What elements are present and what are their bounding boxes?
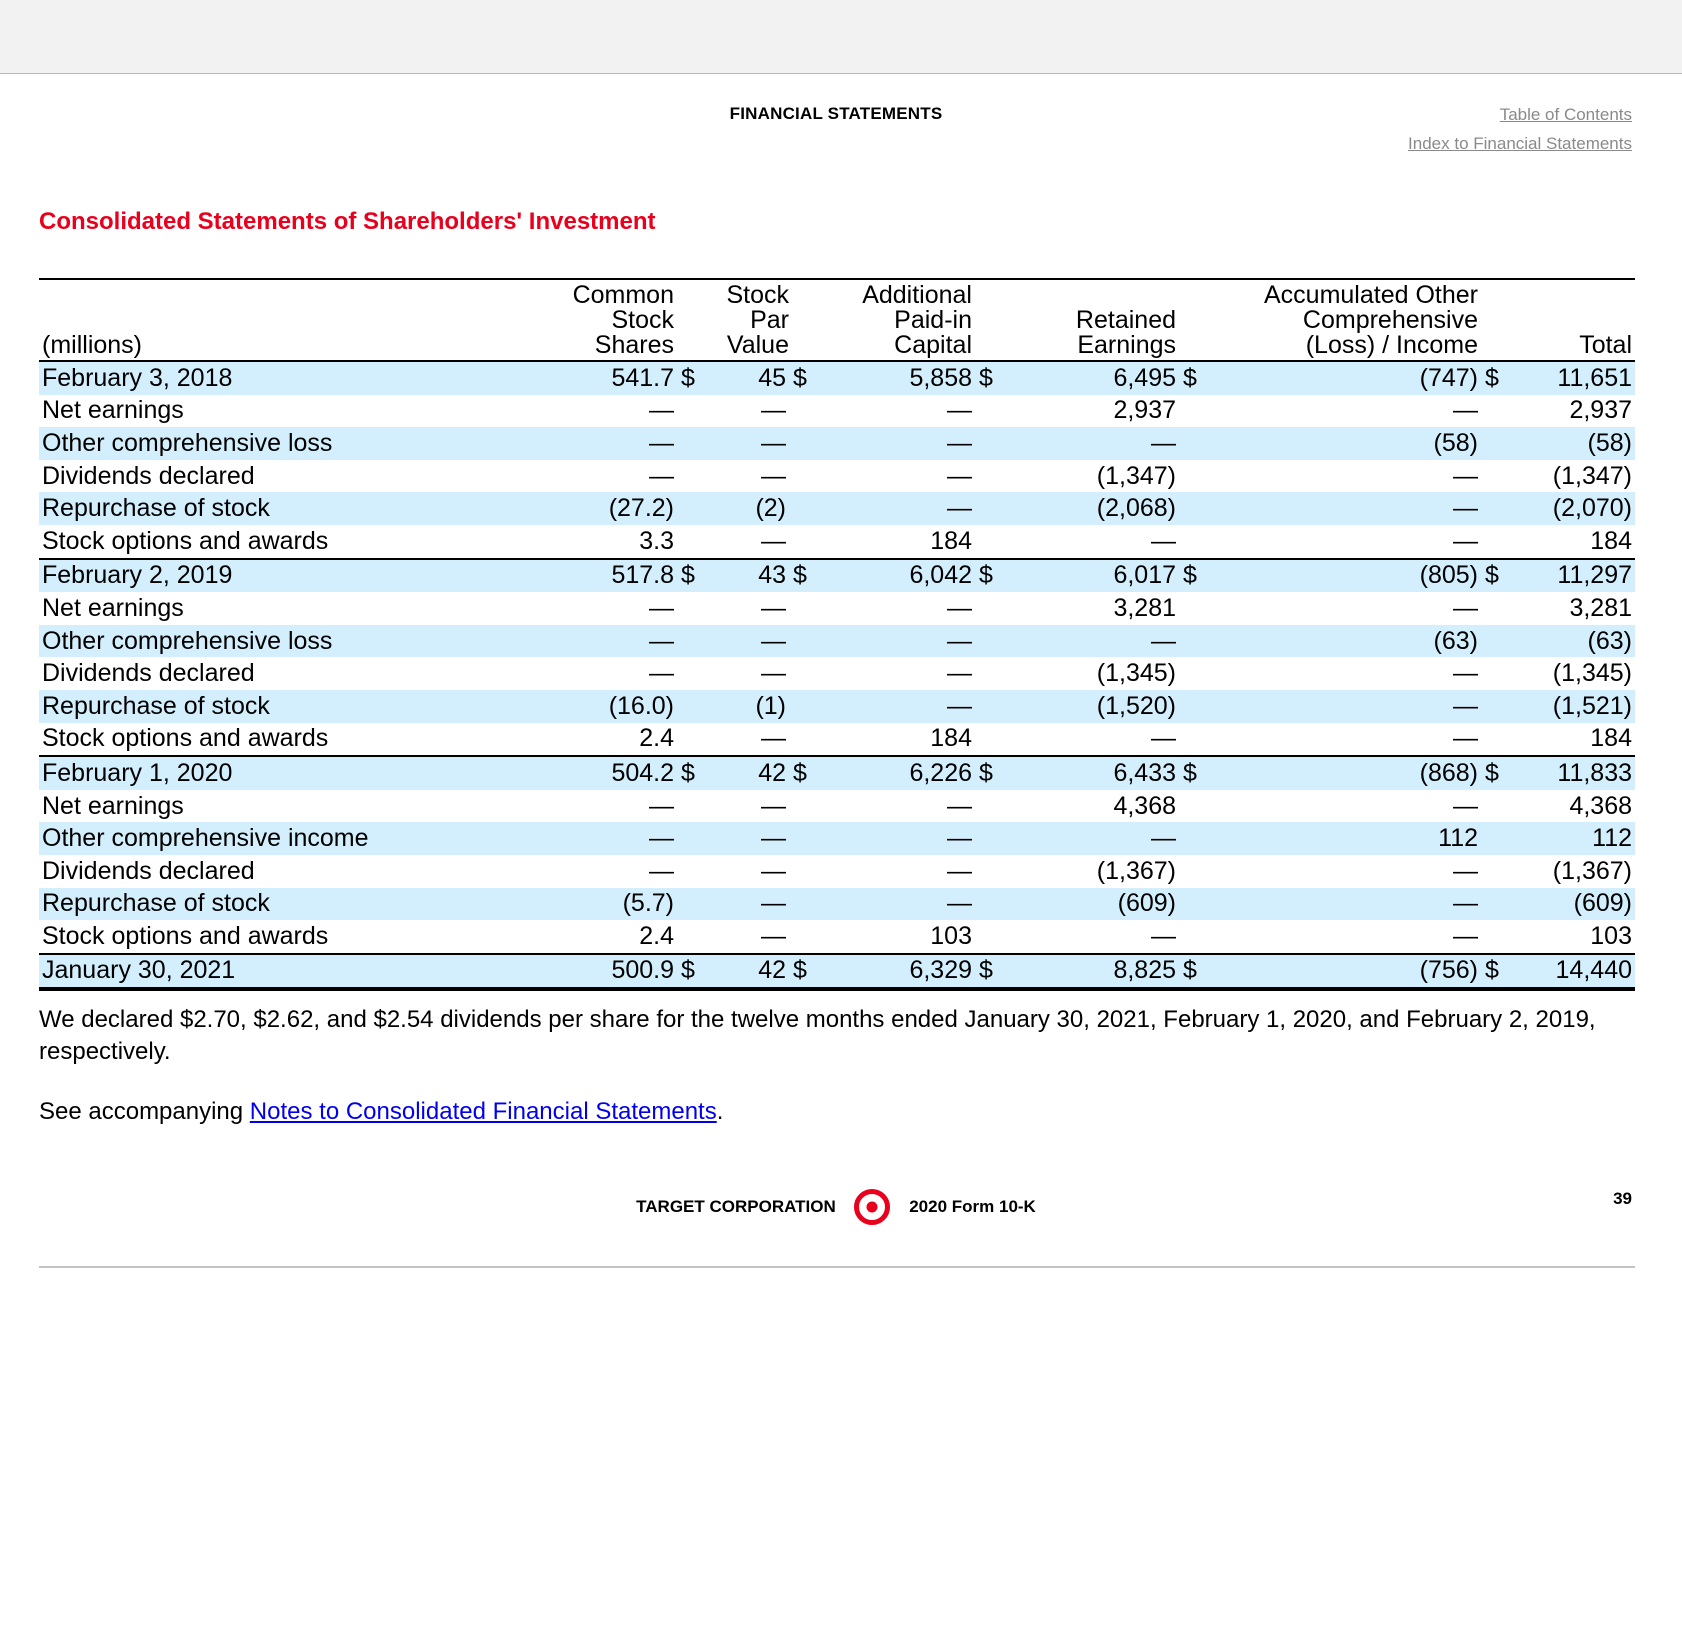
table-cell: — bbox=[1453, 856, 1478, 885]
currency-symbol bbox=[1481, 592, 1517, 625]
dividends-note: We declared $2.70, $2.62, and $2.54 dividends per share for the twelve months ended January 30, 2021, February 1, 2020, and February 2, 2019, respectively. bbox=[39, 1006, 1596, 1065]
table-cell: 2,937 bbox=[1113, 396, 1176, 425]
currency-symbol bbox=[789, 492, 825, 525]
currency-symbol bbox=[1179, 790, 1215, 823]
currency-symbol: $ bbox=[1179, 954, 1215, 990]
currency-symbol: $ bbox=[1179, 756, 1215, 790]
table-cell: — bbox=[825, 492, 975, 525]
currency-symbol bbox=[975, 822, 1011, 855]
table-cell: 6,042 bbox=[825, 559, 975, 593]
table-cell: — bbox=[1453, 396, 1478, 425]
currency-symbol bbox=[1179, 492, 1215, 525]
row-label: Dividends declared bbox=[42, 461, 255, 490]
currency-symbol bbox=[677, 395, 717, 428]
table-cell: (1,367) bbox=[1552, 856, 1632, 885]
table-cell: (1,367) bbox=[1096, 856, 1176, 885]
currency-symbol bbox=[1481, 525, 1517, 559]
table-row bbox=[39, 525, 1635, 559]
table-cell: — bbox=[761, 461, 786, 490]
currency-symbol bbox=[789, 525, 825, 559]
currency-symbol bbox=[975, 790, 1011, 823]
notes-to-financial-statements-link[interactable]: Notes to Consolidated Financial Statements bbox=[249, 1098, 717, 1125]
currency-symbol bbox=[1179, 888, 1215, 921]
currency-symbol bbox=[975, 920, 1011, 954]
table-cell: — bbox=[1151, 921, 1176, 950]
table-row bbox=[39, 822, 1635, 855]
table-row bbox=[39, 855, 1635, 888]
table-cell: (1,521) bbox=[1517, 690, 1635, 723]
currency-symbol bbox=[975, 723, 1011, 757]
table-cell: 3,281 bbox=[1113, 593, 1176, 622]
currency-symbol: $ bbox=[789, 756, 825, 790]
currency-symbol bbox=[1481, 920, 1517, 954]
currency-symbol bbox=[789, 822, 825, 855]
table-cell: — bbox=[1011, 625, 1179, 658]
currency-symbol: $ bbox=[975, 756, 1011, 790]
currency-symbol bbox=[1481, 657, 1517, 690]
row-label: Dividends declared bbox=[42, 856, 255, 885]
row-label: Repurchase of stock bbox=[39, 690, 559, 723]
table-row bbox=[39, 460, 1635, 493]
table-cell: — bbox=[1215, 690, 1481, 723]
table-cell: — bbox=[761, 593, 786, 622]
currency-symbol bbox=[1179, 460, 1215, 493]
table-cell: 3,281 bbox=[1569, 593, 1632, 622]
table-cell: — bbox=[717, 625, 789, 658]
table-cell: 43 bbox=[717, 559, 789, 593]
currency-symbol: $ bbox=[789, 361, 825, 395]
table-body bbox=[39, 361, 1635, 989]
currency-symbol bbox=[975, 625, 1011, 658]
table-cell: — bbox=[649, 659, 674, 688]
currency-symbol bbox=[1179, 690, 1215, 723]
currency-symbol: $ bbox=[789, 954, 825, 990]
currency-symbol bbox=[789, 723, 825, 757]
table-cell: — bbox=[947, 593, 972, 622]
table-cell: (27.2) bbox=[559, 492, 677, 525]
table-cell: (16.0) bbox=[559, 690, 677, 723]
column-header-retained-earnings: Retained Earnings bbox=[1075, 306, 1176, 359]
row-label: Other comprehensive income bbox=[39, 822, 559, 855]
currency-symbol bbox=[1179, 855, 1215, 888]
currency-symbol: $ bbox=[789, 559, 825, 593]
table-cell: 4,368 bbox=[1113, 791, 1176, 820]
table-cell: 42 bbox=[717, 756, 789, 790]
table-cell: 103 bbox=[1590, 921, 1632, 950]
table-row bbox=[39, 427, 1635, 460]
table-cell: 184 bbox=[930, 724, 972, 753]
currency-symbol bbox=[975, 888, 1011, 921]
table-cell: 3.3 bbox=[639, 526, 674, 555]
table-cell: 2.4 bbox=[639, 921, 674, 950]
table-cell: (58) bbox=[1215, 427, 1481, 460]
table-cell: 504.2 bbox=[559, 756, 677, 790]
currency-symbol: $ bbox=[677, 756, 717, 790]
header-links bbox=[1408, 100, 1632, 158]
table-cell: (2,070) bbox=[1517, 492, 1635, 525]
table-cell: 541.7 bbox=[559, 361, 677, 395]
table-cell: 112 bbox=[1517, 822, 1635, 855]
table-cell: (1,347) bbox=[1552, 461, 1632, 490]
table-cell: — bbox=[717, 888, 789, 921]
table-cell: — bbox=[825, 822, 975, 855]
currency-symbol bbox=[975, 525, 1011, 559]
table-cell: — bbox=[947, 659, 972, 688]
table-cell: — bbox=[761, 659, 786, 688]
table-cell: — bbox=[1453, 526, 1478, 555]
index-to-financial-statements-link[interactable]: Index to Financial Statements bbox=[1408, 134, 1632, 153]
table-cell: 2.4 bbox=[639, 724, 674, 753]
table-cell: (1,520) bbox=[1011, 690, 1179, 723]
table-cell: — bbox=[761, 724, 786, 753]
row-label: February 1, 2020 bbox=[39, 756, 559, 790]
row-label: Stock options and awards bbox=[42, 921, 329, 950]
table-cell: — bbox=[649, 461, 674, 490]
table-cell: 6,226 bbox=[825, 756, 975, 790]
table-cell: 8,825 bbox=[1011, 954, 1179, 990]
table-cell: — bbox=[825, 427, 975, 460]
currency-symbol bbox=[1179, 723, 1215, 757]
currency-symbol bbox=[677, 592, 717, 625]
table-cell: — bbox=[947, 461, 972, 490]
table-cell: — bbox=[1453, 593, 1478, 622]
table-cell: — bbox=[1151, 526, 1176, 555]
table-row bbox=[39, 790, 1635, 823]
currency-symbol bbox=[975, 460, 1011, 493]
table-cell: 500.9 bbox=[559, 954, 677, 990]
table-cell: — bbox=[1453, 791, 1478, 820]
currency-symbol bbox=[1481, 790, 1517, 823]
table-row bbox=[39, 625, 1635, 658]
table-cell: — bbox=[947, 396, 972, 425]
table-cell: — bbox=[649, 856, 674, 885]
currency-symbol bbox=[1481, 855, 1517, 888]
table-cell: (868) bbox=[1215, 756, 1481, 790]
table-cell: (63) bbox=[1215, 625, 1481, 658]
table-cell: 184 bbox=[1590, 526, 1632, 555]
currency-symbol bbox=[789, 395, 825, 428]
table-cell: 184 bbox=[1590, 724, 1632, 753]
column-header-additional-paid-in-capital: Additional Paid-in Capital bbox=[862, 281, 972, 359]
currency-symbol bbox=[789, 657, 825, 690]
table-row bbox=[39, 657, 1635, 690]
table-cell: — bbox=[1453, 461, 1478, 490]
currency-symbol bbox=[1481, 888, 1517, 921]
table-cell: (747) bbox=[1215, 361, 1481, 395]
currency-symbol bbox=[789, 427, 825, 460]
currency-symbol bbox=[1481, 690, 1517, 723]
table-cell: — bbox=[717, 427, 789, 460]
currency-symbol bbox=[1179, 427, 1215, 460]
table-cell: — bbox=[1151, 724, 1176, 753]
row-label: Repurchase of stock bbox=[39, 492, 559, 525]
table-cell: 45 bbox=[717, 361, 789, 395]
units-header: (millions) bbox=[42, 331, 142, 359]
table-cell: — bbox=[1215, 888, 1481, 921]
table-cell: 42 bbox=[717, 954, 789, 990]
table-cell: — bbox=[1011, 822, 1179, 855]
table-cell: — bbox=[825, 625, 975, 658]
currency-symbol: $ bbox=[677, 559, 717, 593]
currency-symbol: $ bbox=[677, 361, 717, 395]
table-cell: 112 bbox=[1215, 822, 1481, 855]
table-row bbox=[39, 361, 1635, 395]
row-label: Repurchase of stock bbox=[39, 888, 559, 921]
table-row bbox=[39, 690, 1635, 723]
table-cell: — bbox=[761, 791, 786, 820]
table-cell: — bbox=[559, 822, 677, 855]
table-row bbox=[39, 954, 1635, 990]
currency-symbol bbox=[789, 592, 825, 625]
table-cell: 14,440 bbox=[1517, 954, 1635, 990]
table-cell: — bbox=[1453, 921, 1478, 950]
currency-symbol bbox=[1481, 492, 1517, 525]
currency-symbol bbox=[1179, 592, 1215, 625]
row-label: Stock options and awards bbox=[42, 724, 329, 753]
table-cell: (805) bbox=[1215, 559, 1481, 593]
currency-symbol bbox=[677, 625, 717, 658]
table-cell: — bbox=[761, 396, 786, 425]
currency-symbol bbox=[975, 657, 1011, 690]
table-row bbox=[39, 888, 1635, 921]
table-cell: — bbox=[559, 427, 677, 460]
table-cell: (58) bbox=[1517, 427, 1635, 460]
table-cell: — bbox=[717, 822, 789, 855]
table-row bbox=[39, 756, 1635, 790]
see-notes: See accompanying Notes to Consolidated Financial Statements. bbox=[39, 1098, 724, 1125]
currency-symbol bbox=[677, 723, 717, 757]
currency-symbol bbox=[677, 920, 717, 954]
table-cell: — bbox=[1453, 724, 1478, 753]
page-number: 39 bbox=[1613, 1189, 1632, 1208]
table-cell: — bbox=[947, 791, 972, 820]
currency-symbol: $ bbox=[975, 361, 1011, 395]
currency-symbol bbox=[677, 822, 717, 855]
currency-symbol bbox=[789, 625, 825, 658]
currency-symbol: $ bbox=[1179, 559, 1215, 593]
table-cell: 517.8 bbox=[559, 559, 677, 593]
currency-symbol: $ bbox=[1481, 361, 1517, 395]
table-header-row bbox=[39, 279, 1635, 361]
shareholders-investment-table bbox=[39, 278, 1635, 991]
row-label: February 2, 2019 bbox=[39, 559, 559, 593]
column-header-total: Total bbox=[1579, 331, 1632, 359]
table-row bbox=[39, 592, 1635, 625]
table-cell: (609) bbox=[1517, 888, 1635, 921]
table-cell: (63) bbox=[1517, 625, 1635, 658]
row-label: Dividends declared bbox=[42, 659, 255, 688]
table-of-contents-link[interactable]: Table of Contents bbox=[1499, 105, 1632, 124]
currency-symbol: $ bbox=[1481, 756, 1517, 790]
table-cell: — bbox=[649, 791, 674, 820]
currency-symbol bbox=[1179, 625, 1215, 658]
currency-symbol bbox=[677, 690, 717, 723]
footer-company: TARGET CORPORATION bbox=[636, 1197, 836, 1216]
table-cell: — bbox=[649, 396, 674, 425]
currency-symbol bbox=[1179, 525, 1215, 559]
viewer-toolbar bbox=[0, 0, 1682, 74]
currency-symbol bbox=[1481, 460, 1517, 493]
row-label: Net earnings bbox=[42, 791, 184, 820]
currency-symbol bbox=[789, 855, 825, 888]
table-cell: 11,297 bbox=[1517, 559, 1635, 593]
table-cell: (756) bbox=[1215, 954, 1481, 990]
currency-symbol bbox=[975, 427, 1011, 460]
table-cell: 11,833 bbox=[1517, 756, 1635, 790]
currency-symbol bbox=[677, 525, 717, 559]
currency-symbol bbox=[789, 888, 825, 921]
table-row bbox=[39, 492, 1635, 525]
currency-symbol bbox=[1179, 395, 1215, 428]
section-heading: FINANCIAL STATEMENTS bbox=[729, 104, 943, 123]
table-cell: — bbox=[761, 526, 786, 555]
table-cell: (2,068) bbox=[1011, 492, 1179, 525]
currency-symbol bbox=[677, 888, 717, 921]
table-cell: — bbox=[1453, 659, 1478, 688]
currency-symbol bbox=[975, 855, 1011, 888]
row-label: Net earnings bbox=[42, 396, 184, 425]
currency-symbol bbox=[1481, 625, 1517, 658]
currency-symbol bbox=[677, 790, 717, 823]
row-label: Other comprehensive loss bbox=[39, 625, 559, 658]
table-cell: — bbox=[649, 593, 674, 622]
footer-form: 2020 Form 10-K bbox=[909, 1197, 1036, 1216]
table-cell: 6,433 bbox=[1011, 756, 1179, 790]
currency-symbol bbox=[975, 492, 1011, 525]
table-cell: — bbox=[825, 690, 975, 723]
currency-symbol bbox=[677, 427, 717, 460]
row-label: Stock options and awards bbox=[42, 526, 329, 555]
row-label: February 3, 2018 bbox=[39, 361, 559, 395]
currency-symbol bbox=[677, 855, 717, 888]
table-cell: 6,017 bbox=[1011, 559, 1179, 593]
table-cell: — bbox=[947, 856, 972, 885]
currency-symbol bbox=[677, 460, 717, 493]
currency-symbol: $ bbox=[975, 559, 1011, 593]
table-cell: 6,495 bbox=[1011, 361, 1179, 395]
table-cell: (2) bbox=[717, 492, 789, 525]
table-cell: (5.7) bbox=[559, 888, 677, 921]
table-cell: (1) bbox=[717, 690, 789, 723]
row-label: Net earnings bbox=[42, 593, 184, 622]
currency-symbol bbox=[975, 690, 1011, 723]
footer-divider bbox=[39, 1266, 1635, 1268]
table-cell: 184 bbox=[930, 526, 972, 555]
currency-symbol bbox=[677, 492, 717, 525]
table-cell: (1,347) bbox=[1096, 461, 1176, 490]
target-bullseye-logo-icon bbox=[854, 1189, 890, 1225]
currency-symbol bbox=[1481, 822, 1517, 855]
table-cell: — bbox=[559, 625, 677, 658]
table-cell: (1,345) bbox=[1552, 659, 1632, 688]
currency-symbol bbox=[1481, 395, 1517, 428]
table-row bbox=[39, 559, 1635, 593]
row-label: January 30, 2021 bbox=[39, 954, 559, 990]
table-cell: 6,329 bbox=[825, 954, 975, 990]
currency-symbol: $ bbox=[1481, 954, 1517, 990]
table-cell: 5,858 bbox=[825, 361, 975, 395]
currency-symbol bbox=[1179, 657, 1215, 690]
table-cell: 4,368 bbox=[1569, 791, 1632, 820]
row-label: Other comprehensive loss bbox=[39, 427, 559, 460]
currency-symbol bbox=[1179, 822, 1215, 855]
table-cell: 11,651 bbox=[1517, 361, 1635, 395]
currency-symbol bbox=[789, 790, 825, 823]
table-cell: — bbox=[761, 921, 786, 950]
table-cell: — bbox=[825, 888, 975, 921]
currency-symbol: $ bbox=[1179, 361, 1215, 395]
currency-symbol bbox=[677, 657, 717, 690]
table-cell: (1,345) bbox=[1096, 659, 1176, 688]
column-header-stock-par-value: Stock Par Value bbox=[726, 281, 789, 359]
table-cell: — bbox=[1215, 492, 1481, 525]
currency-symbol bbox=[1179, 920, 1215, 954]
table-row bbox=[39, 395, 1635, 428]
currency-symbol bbox=[1481, 427, 1517, 460]
table-cell: 103 bbox=[930, 921, 972, 950]
currency-symbol: $ bbox=[1481, 559, 1517, 593]
table-cell: — bbox=[761, 856, 786, 885]
table-cell: 2,937 bbox=[1569, 396, 1632, 425]
table-row bbox=[39, 723, 1635, 757]
table-cell: (609) bbox=[1011, 888, 1179, 921]
currency-symbol bbox=[1481, 723, 1517, 757]
currency-symbol bbox=[975, 395, 1011, 428]
column-header-accumulated-other-comprehensive: Accumulated Other Comprehensive (Loss) / Income bbox=[1264, 281, 1478, 359]
currency-symbol bbox=[975, 592, 1011, 625]
table-row bbox=[39, 920, 1635, 954]
currency-symbol bbox=[789, 690, 825, 723]
currency-symbol: $ bbox=[677, 954, 717, 990]
column-header-common-stock-shares: Common Stock Shares bbox=[572, 281, 674, 359]
table-cell: — bbox=[1011, 427, 1179, 460]
currency-symbol bbox=[789, 920, 825, 954]
statement-title: Consolidated Statements of Shareholders' Investment bbox=[39, 208, 656, 235]
currency-symbol: $ bbox=[975, 954, 1011, 990]
currency-symbol bbox=[789, 460, 825, 493]
